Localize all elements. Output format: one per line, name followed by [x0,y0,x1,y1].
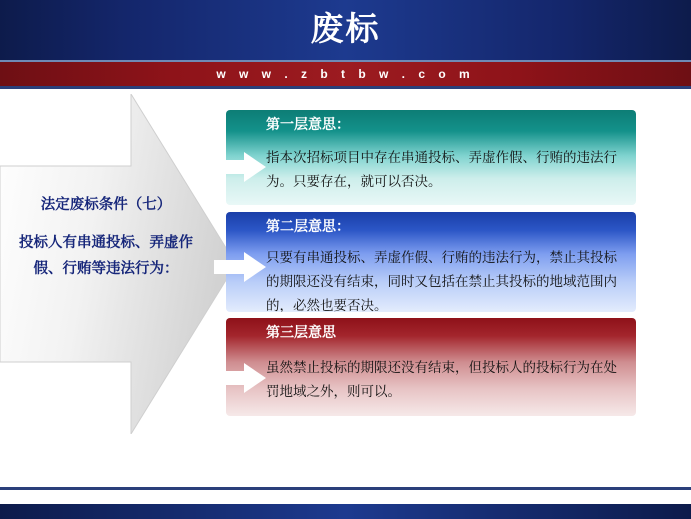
footer-divider [0,487,691,490]
content-box-3-body: 虽然禁止投标的期限还没有结束，但投标人的投标行为在处罚地域之外，则可以。 [266,360,617,399]
content-box-2 [226,212,636,312]
left-arrow-label-line2: 投标人有串通投标、弄虚作假、行贿等违法行为： [19,235,193,277]
content-box-1-body: 指本次招标项目中存在串通投标、弄虚作假、行贿的违法行为。只要存在，就可以否决。 [266,150,617,189]
content-box-2-title: 第二层意思： [266,218,350,234]
arrow-to-box-2 [214,252,266,282]
arrow-to-box-3 [214,363,266,393]
left-arrow-label-line1: 法定废标条件（七） [40,197,172,213]
arrow-to-box-1 [214,152,266,182]
content-box-1 [226,110,636,205]
site-url: w w w . z b t b w . c o m [216,67,475,81]
url-banner [0,62,691,86]
content-box-3 [226,318,636,416]
page-title: 废标 [310,10,381,47]
left-arrow-label [6,192,206,282]
content-box-2-body: 只要有串通投标、弄虚作假、行贿的违法行为，禁止其投标的期限还没有结束，同时又包括在禁止其投标的地域范围内的，必然也要否决。 [266,250,617,312]
content-box-1-title: 第一层意思： [266,116,350,132]
header-bottom-rule [0,86,691,89]
footer-banner [0,504,691,519]
content-box-3-title: 第三层意思 [266,324,336,340]
header-banner [0,0,691,60]
